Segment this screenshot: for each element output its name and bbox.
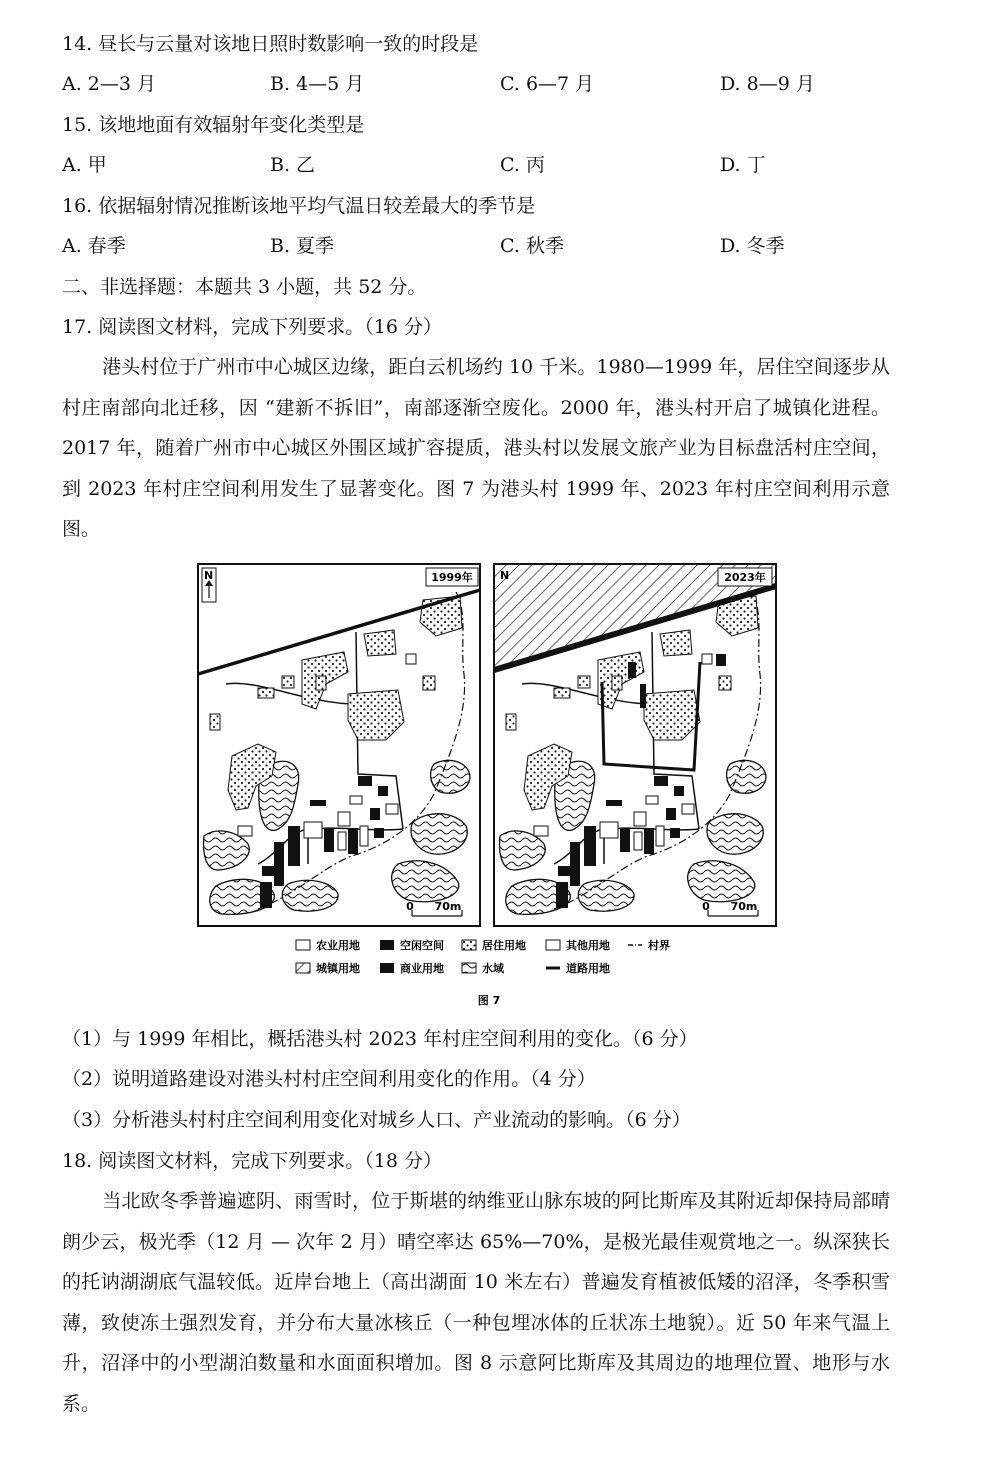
section-2-heading: 二、非选择题：本题共 3 小题，共 52 分。 [62,276,427,298]
q14-option-a: A. 2—3 月 [62,73,157,95]
legend-village-boundary: 村界 [648,939,670,952]
q14-option-b: B. 4—5 月 [270,73,365,95]
question-16-stem: 16. 依据辐射情况推断该地平均气温日较差最大的季节是 [62,195,536,217]
question-17-material [62,347,890,550]
map-1999-scale-zero: 0 [406,900,414,913]
figure-7-maps [196,562,782,1014]
legend-water: 水域 [482,962,504,975]
q15-option-d: D. 丁 [720,154,766,176]
map-1999-scale-length: 70m [434,900,462,913]
q17-sub-2: （2）说明道路建设对港头村村庄空间利用变化的作用。（4 分） [62,1068,596,1090]
legend-residential: 居住用地 [482,939,526,952]
map-2023-north-label: N [500,569,510,582]
q17-sub-3: （3）分析港头村村庄空间利用变化对城乡人口、产业流动的影响。（6 分） [62,1109,691,1131]
q16-option-c: C. 秋季 [500,235,564,257]
q16-option-a: A. 春季 [62,235,126,257]
q17-material-text: 港头村位于广州市中心城区边缘，距白云机场约 10 千米。1980—1999 年，居住空间逐步从村庄南部向北迁移，因 “建新不拆旧”，南部逐渐空废化。2000 年，港头村开启了城镇化进程。2017 年，随着广州市中心城区外围区域扩容提质，港头村以发展文旅产业为目标盘活村庄空间，到 2023 年村庄空间利用发生了显著变化。图 7 为港头村 1999 年、2023 年村庄空间利用示意图。 [62,356,890,540]
q14-option-c: C. 6—7 月 [500,73,595,95]
q17-sub-1: （1）与 1999 年相比，概括港头村 2023 年村庄空间利用的变化。（6 分） [62,1028,698,1050]
map-2023-scale-zero: 0 [702,900,710,913]
map-1999-north-label: N [204,569,214,582]
legend-agricultural: 农业用地 [316,939,360,952]
q15-option-a: A. 甲 [62,154,107,176]
question-15-stem: 15. 该地地面有效辐射年变化类型是 [62,114,365,136]
legend-road: 道路用地 [566,962,610,975]
legend-idle-space: 空闲空间 [400,939,444,952]
map-2023 [494,564,776,926]
question-14-stem: 14. 昼长与云量对该地日照时数影响一致的时段是 [62,33,479,55]
q14-option-d: D. 8—9 月 [720,73,815,95]
figure-7-caption: 图 7 [477,994,501,1007]
map-2023-scale-length: 70m [730,900,758,913]
q16-option-b: B. 夏季 [270,235,335,257]
question-17-stem: 17. 阅读图文材料，完成下列要求。（16 分） [62,316,442,338]
map-2023-year-label: 2023年 [724,571,766,584]
legend-commercial: 商业用地 [400,962,444,975]
legend-other: 其他用地 [566,939,610,952]
figure-7-legend [296,938,670,975]
map-1999 [198,564,480,926]
question-18-stem: 18. 阅读图文材料，完成下列要求。（18 分） [62,1150,442,1172]
q15-option-c: C. 丙 [500,154,545,176]
q15-option-b: B. 乙 [270,154,316,176]
map-1999-year-label: 1999年 [431,571,473,584]
q18-material-text: 当北欧冬季普遍遮阴、雨雪时，位于斯堪的纳维亚山脉东坡的阿比斯库及其附近却保持局部晴朗少云，极光季（12 月 — 次年 2 月）晴空率达 65%—70%，是极光最佳观赏地之一。纵深狭长的托讷湖湖底气温较低。近岸台地上（高出湖面 10 米左右）普遍发育植被低矮的沼泽，冬季积雪薄，致使冻土强烈发育，并分布大量冰核丘（一种包埋冰体的丘状冻土地貌）。近 50 年来气温上升，沼泽中的小型湖泊数量和水面面积增加。图 8 示意阿比斯库及其周边的地理位置、地形与水系。 [62,1190,890,1415]
question-18-material [62,1181,890,1424]
legend-urban: 城镇用地 [316,962,360,975]
q16-option-d: D. 冬季 [720,235,785,257]
